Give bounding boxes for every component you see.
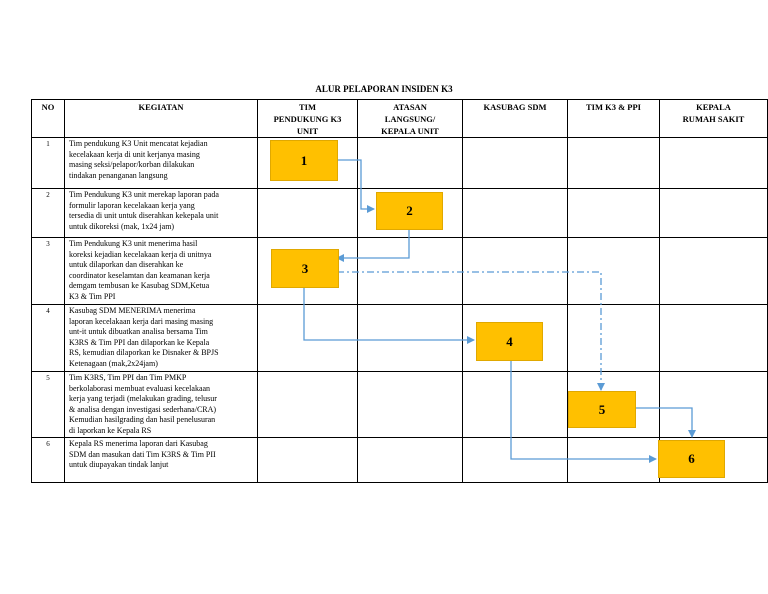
lane-cell [568,138,660,189]
lane-cell [660,372,768,438]
row-number: 6 [32,438,65,483]
row-number: 2 [32,189,65,238]
row-number: 5 [32,372,65,438]
header-kegiatan: KEGIATAN [65,100,258,138]
lane-cell [660,238,768,305]
lane-cell [463,238,568,305]
page-title: ALUR PELAPORAN INSIDEN K3 [315,84,453,94]
lane-cell [568,305,660,372]
header-row [32,100,768,138]
step-box-3: 3 [271,249,339,288]
table-row [32,372,768,438]
step-box-5: 5 [568,391,636,428]
row-number: 1 [32,138,65,189]
lane-cell [660,138,768,189]
step-box-2: 2 [376,192,443,230]
lane-cell [660,189,768,238]
row-number: 4 [32,305,65,372]
lane-cell [463,138,568,189]
header-tim-pendukung: TIM PENDUKUNG K3 UNIT [258,100,358,138]
lane-cell [463,189,568,238]
lane-cell [568,438,660,483]
table-row [32,238,768,305]
lane-cell [358,138,463,189]
row-number: 3 [32,238,65,305]
flow-table [31,99,768,483]
step-box-1: 1 [270,140,338,181]
lane-cell [258,438,358,483]
activity-text: Tim K3RS, Tim PPI dan Tim PMKP berkolaborasi membuat evaluasi kecelakaan kerja yang terjadi (melakukan grading, telusur & analisa dengan investigasi sederhana/CRA) Kemudian hasilgrading dan hasil penelusuran di laporkan ke Kepala RS [65,372,258,438]
lane-cell [660,305,768,372]
header-kasubag: KASUBAG SDM [463,100,568,138]
lane-cell [258,189,358,238]
lane-cell [358,372,463,438]
lane-cell [258,372,358,438]
step-box-4: 4 [476,322,543,361]
lane-cell [463,438,568,483]
header-kepala: KEPALA RUMAH SAKIT [660,100,768,138]
lane-cell [463,372,568,438]
header-no: NO [32,100,65,138]
table-row [32,138,768,189]
header-atasan: ATASAN LANGSUNG/ KEPALA UNIT [358,100,463,138]
activity-text: Tim pendukung K3 Unit mencatat kejadian kecelakaan kerja di unit kerjanya masing masing seksi/pelapor/korban dilakukan tindakan penanganan langsung [65,138,258,189]
header-tim-k3-ppi: TIM K3 & PPI [568,100,660,138]
activity-text: Tim Pendukung K3 unit merekap laporan pada formulir laporan kecelakaan kerja yang tersedia di unit untuk diserahkan kekepala unit untuk dikoreksi (mak, 1x24 jam) [65,189,258,238]
step-box-6: 6 [658,440,725,478]
activity-text: Tim Pendukung K3 unit menerima hasil koreksi kejadian kecelakaan kerja di unitnya untuk dilaporkan dan diserahkan ke coordinator keselamtan dan keamanan kerja demgam tembusan ke Kasubag SDM,Ketua K3 & Tim PPI [65,238,258,305]
activity-text: Kepala RS menerima laporan dari Kasubag SDM dan masukan dati Tim K3RS & Tim PII untuk diupayakan tindak lanjut [65,438,258,483]
lane-cell [568,238,660,305]
activity-text: Kasubag SDM MENERIMA menerima laporan kecelakaan kerja dari masing masing unt-it untuk dibuatkan analisa bersama Tim K3RS & Tim PPI dan dilaporkan ke Kepala RS, kemudian dilaporkan ke Disnaker & BPJS Ketenagaan (mak,2x24jam) [65,305,258,372]
lane-cell [358,238,463,305]
table-row [32,305,768,372]
lane-cell [358,438,463,483]
lane-cell [258,305,358,372]
lane-cell [358,305,463,372]
lane-cell [568,189,660,238]
